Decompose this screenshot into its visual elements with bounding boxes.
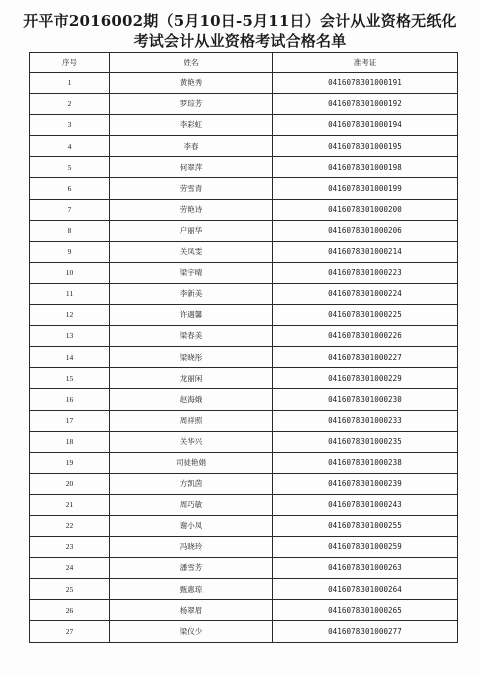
row-number: 18: [30, 431, 110, 452]
row-number: 25: [30, 579, 110, 600]
row-number: 27: [30, 621, 110, 642]
row-name: 户丽华: [110, 220, 273, 241]
row-number: 8: [30, 220, 110, 241]
table-row: [30, 283, 458, 304]
row-exam-id: 0416078301000263: [273, 558, 458, 579]
row-exam-id: 0416078301000226: [273, 326, 458, 347]
row-number: 21: [30, 494, 110, 515]
table-row: [30, 262, 458, 283]
row-number: 26: [30, 600, 110, 621]
row-name: 潘雪芳: [110, 558, 273, 579]
row-exam-id: 0416078301000255: [273, 515, 458, 536]
row-name: 周巧敏: [110, 494, 273, 515]
row-number: 1: [30, 73, 110, 94]
row-exam-id: 0416078301000194: [273, 115, 458, 136]
row-number: 22: [30, 515, 110, 536]
row-number: 13: [30, 326, 110, 347]
table-row: [30, 136, 458, 157]
row-number: 17: [30, 410, 110, 431]
row-number: 20: [30, 473, 110, 494]
row-name: 黄艳秀: [110, 73, 273, 94]
row-name: 梁仪少: [110, 621, 273, 642]
table-row: [30, 73, 458, 94]
row-number: 7: [30, 199, 110, 220]
row-number: 6: [30, 178, 110, 199]
row-number: 9: [30, 241, 110, 262]
row-exam-id: 0416078301000259: [273, 537, 458, 558]
row-name: 何翠萍: [110, 157, 273, 178]
table-row: [30, 537, 458, 558]
table-row: [30, 347, 458, 368]
row-name: 李新美: [110, 283, 273, 304]
row-number: 4: [30, 136, 110, 157]
column-header-exam-id: 准考证: [273, 53, 458, 73]
row-exam-id: 0416078301000224: [273, 283, 458, 304]
table-row: [30, 579, 458, 600]
row-number: 23: [30, 537, 110, 558]
row-number: 19: [30, 452, 110, 473]
row-name: 关华兴: [110, 431, 273, 452]
document-title-line1: 开平市2016002期（5月10日-5月11日）会计从业资格无纸化: [23, 12, 457, 30]
row-exam-id: 0416078301000199: [273, 178, 458, 199]
row-exam-id: 0416078301000264: [273, 579, 458, 600]
row-number: 11: [30, 283, 110, 304]
table-row: [30, 431, 458, 452]
row-exam-id: 0416078301000225: [273, 305, 458, 326]
table-row: [30, 515, 458, 536]
row-name: 龙丽闲: [110, 368, 273, 389]
table-row: [30, 115, 458, 136]
row-name: 梁晓彤: [110, 347, 273, 368]
row-number: 5: [30, 157, 110, 178]
row-exam-id: 0416078301000239: [273, 473, 458, 494]
row-exam-id: 0416078301000230: [273, 389, 458, 410]
table-row: [30, 157, 458, 178]
row-name: 劳雪青: [110, 178, 273, 199]
row-name: 甄惠琼: [110, 579, 273, 600]
table-row: [30, 452, 458, 473]
row-name: 李春: [110, 136, 273, 157]
row-number: 12: [30, 305, 110, 326]
table-row: [30, 220, 458, 241]
row-name: 梁宇晴: [110, 262, 273, 283]
row-exam-id: 0416078301000192: [273, 94, 458, 115]
table-body: [30, 73, 458, 643]
row-exam-id: 0416078301000206: [273, 220, 458, 241]
row-number: 16: [30, 389, 110, 410]
row-exam-id: 0416078301000235: [273, 431, 458, 452]
table-row: [30, 368, 458, 389]
row-number: 2: [30, 94, 110, 115]
table-row: [30, 389, 458, 410]
row-number: 24: [30, 558, 110, 579]
row-name: 李彩虹: [110, 115, 273, 136]
table-row: [30, 94, 458, 115]
table-row: [30, 410, 458, 431]
row-name: 关凤雯: [110, 241, 273, 262]
table-row: [30, 199, 458, 220]
table-row: [30, 326, 458, 347]
row-exam-id: 0416078301000200: [273, 199, 458, 220]
row-name: 梁春美: [110, 326, 273, 347]
row-name: 杨翠眉: [110, 600, 273, 621]
row-name: 方凯茵: [110, 473, 273, 494]
table-header-row: [30, 53, 458, 73]
column-header-name: 姓名: [110, 53, 273, 73]
row-number: 15: [30, 368, 110, 389]
table-row: [30, 558, 458, 579]
row-exam-id: 0416078301000191: [273, 73, 458, 94]
row-exam-id: 0416078301000229: [273, 368, 458, 389]
row-exam-id: 0416078301000223: [273, 262, 458, 283]
row-name: 司徒艳娟: [110, 452, 273, 473]
row-exam-id: 0416078301000214: [273, 241, 458, 262]
table-row: [30, 305, 458, 326]
table-row: [30, 241, 458, 262]
row-name: 周祥照: [110, 410, 273, 431]
row-name: 谢小凤: [110, 515, 273, 536]
table-row: [30, 473, 458, 494]
table-row: [30, 621, 458, 642]
row-exam-id: 0416078301000265: [273, 600, 458, 621]
row-exam-id: 0416078301000277: [273, 621, 458, 642]
results-table: [29, 52, 458, 643]
row-name: 赵海娥: [110, 389, 273, 410]
row-exam-id: 0416078301000233: [273, 410, 458, 431]
row-number: 10: [30, 262, 110, 283]
row-number: 3: [30, 115, 110, 136]
row-name: 罗琮芳: [110, 94, 273, 115]
column-header-number: 序号: [30, 53, 110, 73]
table-row: [30, 178, 458, 199]
row-exam-id: 0416078301000238: [273, 452, 458, 473]
row-exam-id: 0416078301000198: [273, 157, 458, 178]
row-exam-id: 0416078301000243: [273, 494, 458, 515]
row-name: 冯晓玲: [110, 537, 273, 558]
row-exam-id: 0416078301000227: [273, 347, 458, 368]
table-row: [30, 494, 458, 515]
row-number: 14: [30, 347, 110, 368]
row-name: 许遇馨: [110, 305, 273, 326]
document-title-line2: 考试会计从业资格考试合格名单: [133, 32, 347, 50]
row-exam-id: 0416078301000195: [273, 136, 458, 157]
row-name: 劳艳诗: [110, 199, 273, 220]
table-row: [30, 600, 458, 621]
